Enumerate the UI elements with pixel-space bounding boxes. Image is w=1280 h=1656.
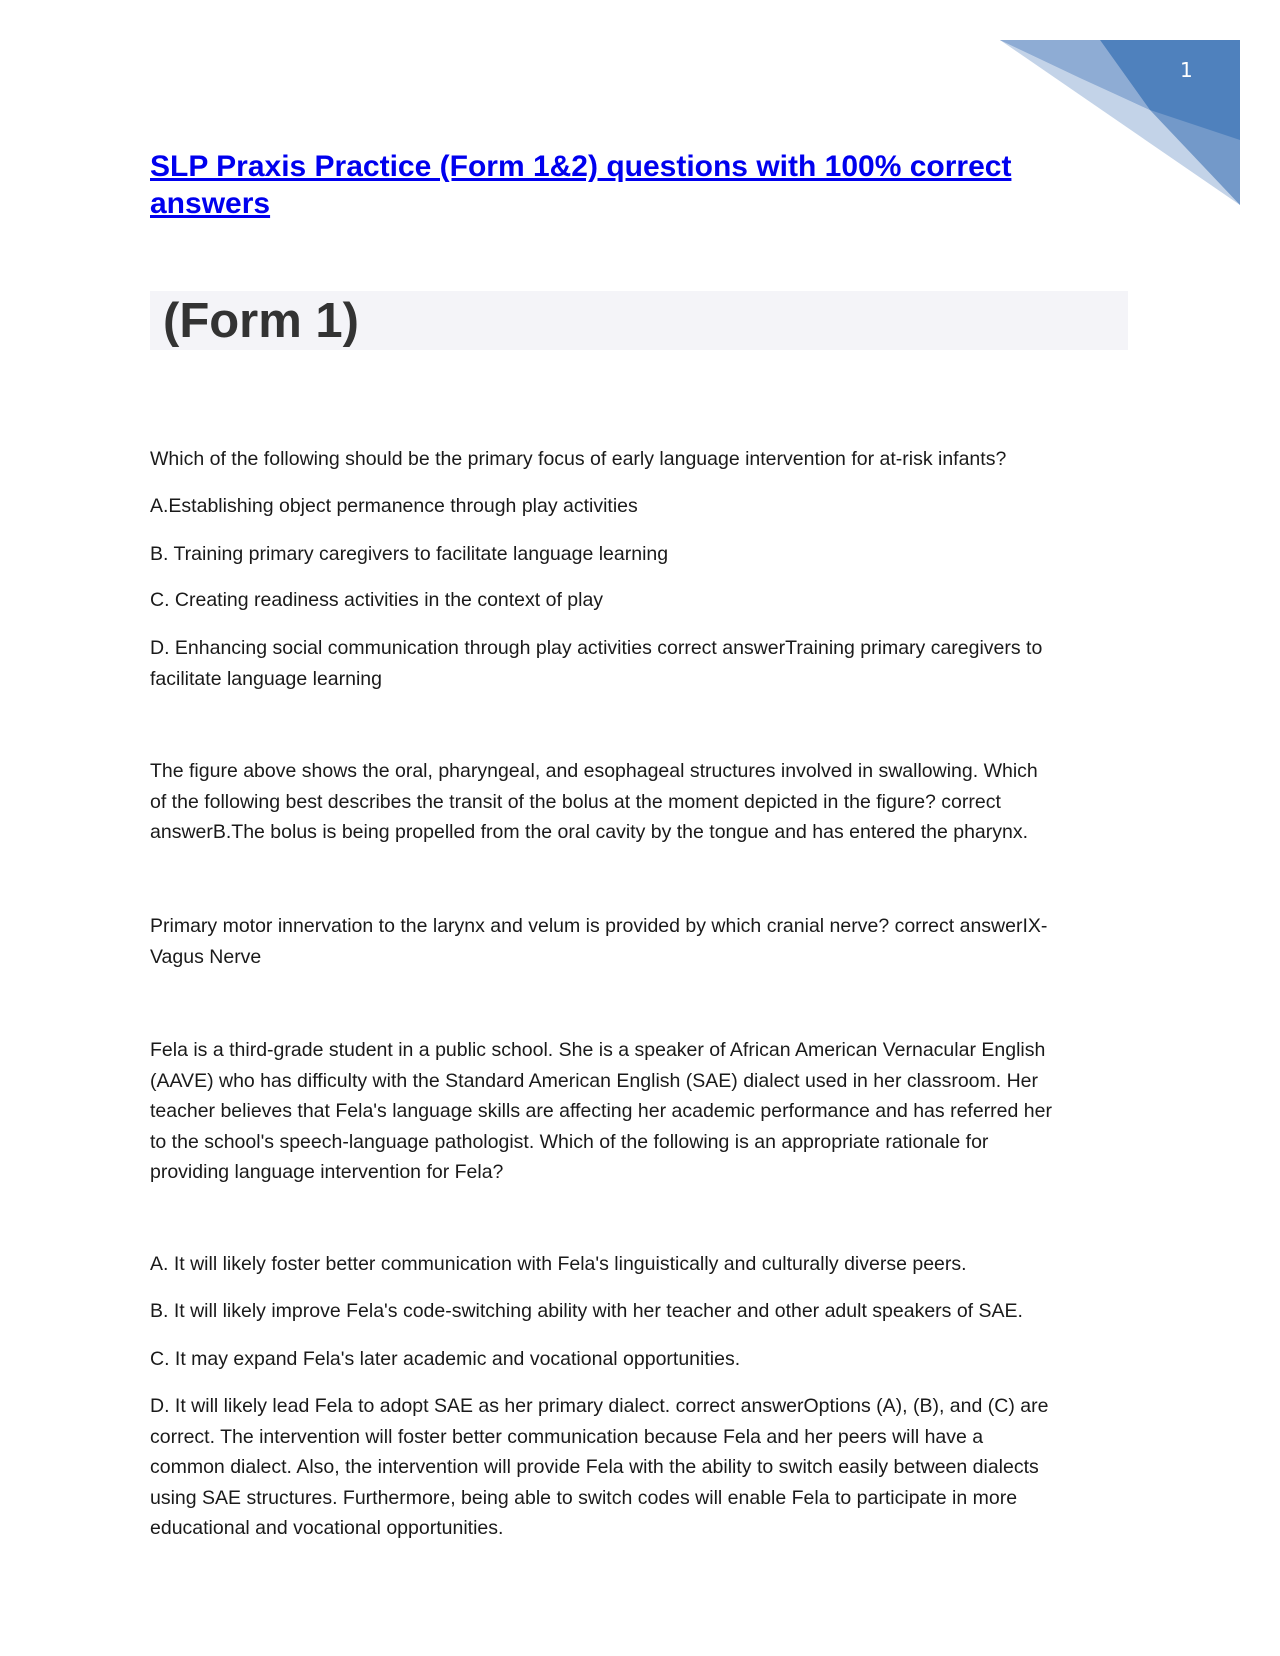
section-heading-box	[150, 291, 1128, 350]
section-heading: (Form 1)	[163, 294, 359, 348]
question-1-option-c	[150, 585, 1140, 616]
text-line: D. It will likely lead Fela to adopt SAE as her primary dialect. correct answerOptions (A), (B), and (C) are	[150, 1395, 1049, 1417]
page-number: 1	[1180, 58, 1193, 82]
question-1-option-b	[150, 539, 1140, 570]
text-line: B. Training primary caregivers to facilitate language learning	[150, 543, 669, 565]
text-line: Which of the following should be the primary focus of early language intervention for at-risk infants?	[150, 448, 1007, 470]
question-3-stem	[150, 911, 1140, 972]
text-line: Vagus Nerve	[150, 945, 262, 968]
text-line: of the following best describes the transit of the bolus at the moment depicted in the figure? correct	[150, 790, 1001, 813]
text-line: correct. The intervention will foster better communication because Fela and her peers will have a	[150, 1425, 984, 1448]
text-line: C. It may expand Fela's later academic and vocational opportunities.	[150, 1348, 741, 1370]
text-line: Fela is a third-grade student in a public school. She is a speaker of African American Vernacular English	[150, 1039, 1046, 1061]
question-2-stem	[150, 756, 1140, 848]
text-line: A.Establishing object permanence through play activities	[150, 495, 638, 517]
question-4-option-c	[150, 1344, 1140, 1375]
text-line: D. Enhancing social communication through play activities correct answerTraining primary caregivers to	[150, 637, 1043, 659]
text-line: (AAVE) who has difficulty with the Standard American English (SAE) dialect used in her classroom. Her	[150, 1069, 1039, 1092]
question-1-stem	[150, 444, 1140, 475]
question-4-stem	[150, 1035, 1140, 1188]
question-4-option-d	[150, 1391, 1140, 1544]
question-1-option-d	[150, 633, 1140, 694]
text-line: A. It will likely foster better communication with Fela's linguistically and culturally diverse peers.	[150, 1253, 967, 1275]
document-title[interactable]	[150, 148, 1110, 222]
text-line: The figure above shows the oral, pharyngeal, and esophageal structures involved in swallowing. Which	[150, 760, 1038, 782]
question-1-option-a	[150, 491, 1140, 522]
title-link[interactable]: SLP Praxis Practice (Form 1&2) questions with 100% correct answers	[150, 150, 1012, 220]
question-4-option-a	[150, 1249, 1140, 1280]
text-line: providing language intervention for Fela?	[150, 1161, 504, 1183]
text-line: facilitate language learning	[150, 667, 383, 690]
text-line: common dialect. Also, the intervention will provide Fela with the ability to switch easily between dialects	[150, 1456, 1039, 1478]
text-line: teacher believes that Fela's language skills are affecting her academic performance and has referred her	[150, 1100, 1052, 1122]
text-line: using SAE structures. Furthermore, being able to switch codes will enable Fela to participate in more	[150, 1486, 1018, 1509]
text-line: answerB.The bolus is being propelled from the oral cavity by the tongue and has entered the pharynx.	[150, 821, 1029, 843]
text-line: educational and vocational opportunities.	[150, 1517, 504, 1539]
question-4-option-b	[150, 1296, 1140, 1327]
text-line: Primary motor innervation to the larynx and velum is provided by which cranial nerve? correct answerIX-	[150, 915, 1048, 937]
text-line: to the school's speech-language pathologist. Which of the following is an appropriate rationale for	[150, 1130, 989, 1153]
text-line: B. It will likely improve Fela's code-switching ability with her teacher and other adult speakers of SAE.	[150, 1300, 1023, 1322]
text-line: C. Creating readiness activities in the context of play	[150, 589, 604, 611]
